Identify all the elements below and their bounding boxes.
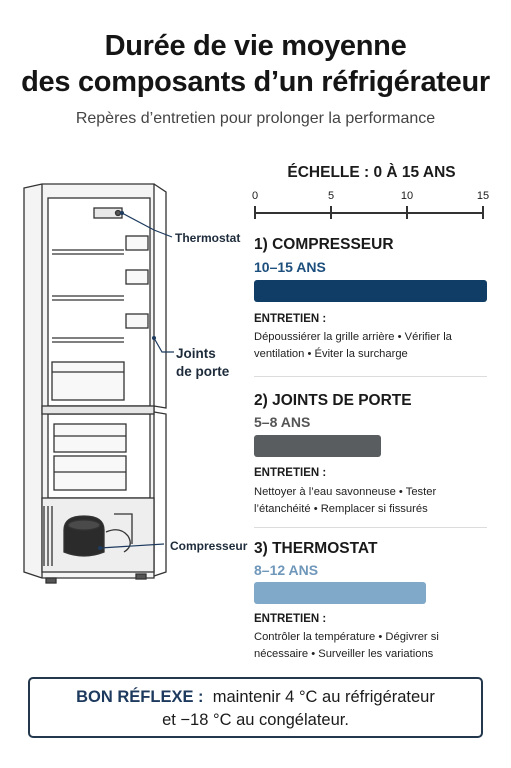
component-range-joints: 5–8 ANS	[254, 414, 311, 430]
page-title	[0, 28, 511, 100]
callout-compresseur: Compresseur	[170, 539, 248, 553]
callout-joints-line-1: Joints	[176, 346, 216, 361]
tip-label: BON RÉFLEXE :	[76, 688, 204, 706]
maintenance-text-joints	[254, 484, 494, 518]
component-name-joints: 2) JOINTS DE PORTE	[254, 392, 412, 409]
maintenance-label-thermostat: ENTRETIEN :	[254, 613, 327, 625]
title-line-1: Durée de vie moyenne	[104, 30, 407, 62]
scale-axis-line	[255, 212, 483, 214]
callout-joints	[176, 345, 229, 381]
component-range-compresseur: 10–15 ANS	[254, 259, 326, 275]
lifespan-bar-compresseur	[254, 280, 487, 302]
callout-thermostat: Thermostat	[175, 231, 241, 245]
scale-label: ÉCHELLE : 0 À 15 ANS	[287, 164, 456, 181]
tip-line-1	[28, 688, 483, 707]
maintenance-line: Dépoussiérer la grille arrière • Vérifier la	[254, 331, 452, 343]
maintenance-line: l’étanchéité • Remplacer si fissurés	[254, 503, 428, 515]
maintenance-label-compresseur: ENTRETIEN :	[254, 313, 327, 325]
title-line-2: des composants d’un réfrigérateur	[21, 66, 490, 98]
callout-joints-line-2: de porte	[176, 364, 230, 379]
maintenance-label-joints: ENTRETIEN :	[254, 467, 327, 479]
scale-tick-label: 10	[400, 190, 414, 202]
maintenance-line: Nettoyer à l’eau savonneuse • Tester	[254, 486, 437, 498]
maintenance-line: Contrôler la température • Dégivrer si	[254, 631, 439, 643]
lifespan-bar-thermostat	[254, 582, 426, 604]
component-name-compresseur: 1) COMPRESSEUR	[254, 236, 394, 253]
section-divider	[254, 376, 487, 377]
component-name-thermostat: 3) THERMOSTAT	[254, 540, 378, 557]
tip-text: maintenir 4 °C au réfrigérateur	[212, 688, 435, 706]
maintenance-line: nécessaire • Surveiller les variations	[254, 648, 434, 660]
maintenance-line: ventilation • Éviter la surcharge	[254, 348, 408, 360]
section-divider	[254, 527, 487, 528]
scale-tick-label: 5	[327, 190, 335, 202]
maintenance-text-thermostat	[254, 629, 494, 663]
scale-tick-label: 0	[251, 190, 259, 202]
tip-line-2: et −18 °C au congélateur.	[162, 711, 349, 729]
lifespan-bar-joints	[254, 435, 381, 457]
maintenance-text-compresseur	[254, 329, 494, 363]
page-subtitle: Repères d’entretien pour prolonger la performance	[75, 110, 436, 127]
component-range-thermostat: 8–12 ANS	[254, 562, 319, 578]
scale-tick-label: 15	[476, 190, 490, 202]
